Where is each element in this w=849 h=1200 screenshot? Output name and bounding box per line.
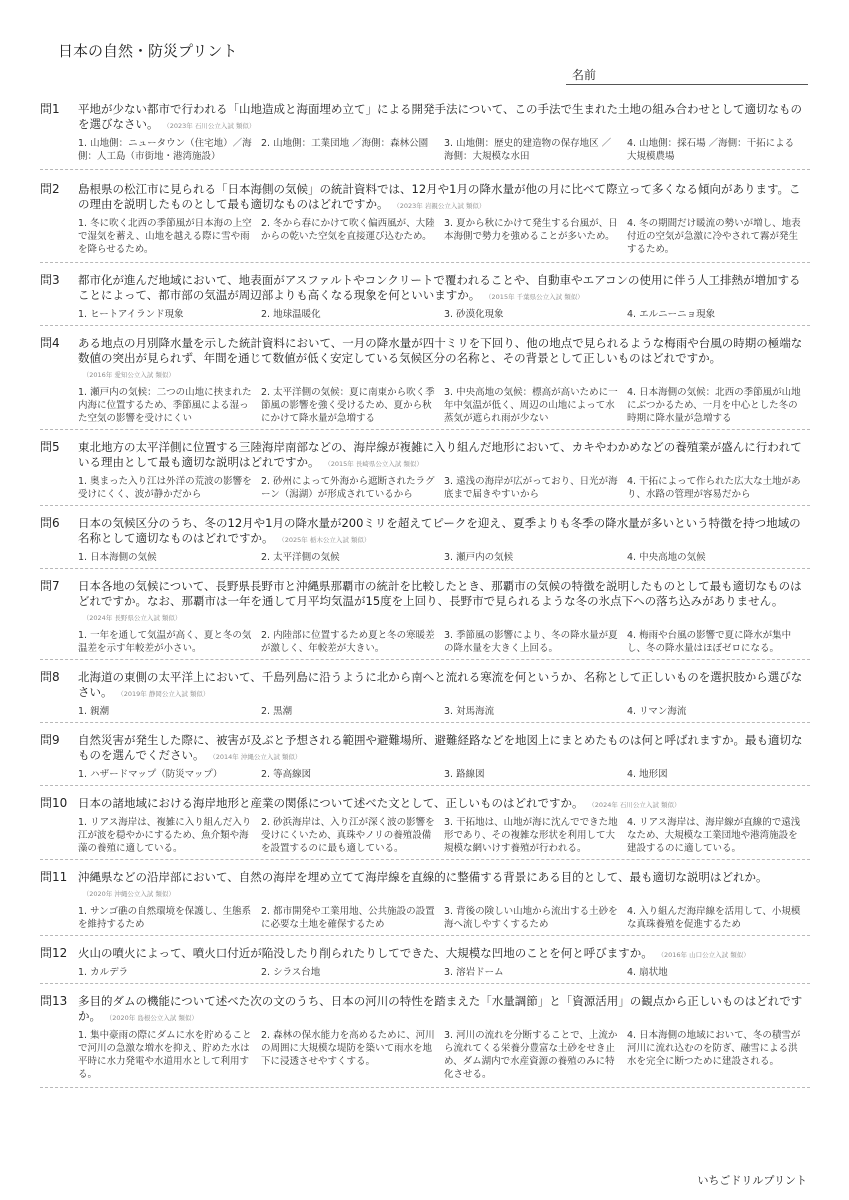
- question-text: 多目的ダムの機能について述べた次の文のうち、日本の河川の特性を踏まえた「水量調節」と「資源活用」の観点から正しいものはどれですか。: [78, 994, 803, 1023]
- question-source: （2016年 愛知公立入試 類似）: [86, 371, 175, 379]
- question-source: （2020年 島根公立入試 類似）: [109, 1014, 198, 1022]
- question-number: 問7: [40, 579, 60, 593]
- answer-option[interactable]: 4. 日本海側の地域において、冬の積雪が河川に流れ込むのを防ぎ、融雪による洪水を完全に断つために建設される。: [627, 1030, 801, 1067]
- question-number: 問6: [40, 516, 60, 530]
- answer-option[interactable]: 2. 地球温暖化: [261, 309, 321, 320]
- answer-option[interactable]: 1. サンゴ礁の自然環境を保護し、生態系を維持するため: [78, 906, 252, 930]
- answer-option[interactable]: 4. 日本海側の気候：北西の季節風が山地にぶつかるため、一月を中心とした冬の時期に降水量が急増する: [627, 387, 801, 424]
- question-text: 島根県の松江市に見られる「日本海側の気候」の統計資料では、12月や1月の降水量が他の月に比べて際立って多くなる傾向があります。この理由を説明したものとして最も適切なものはどれですか。: [78, 182, 801, 211]
- answer-option[interactable]: 1. リアス海岸は、複雑に入り組んだ入り江が波を穏やかにするため、魚介類や海藻の養殖に適している。: [78, 817, 252, 854]
- answer-options: [78, 137, 810, 163]
- question-number: 問10: [40, 796, 68, 810]
- question-number: 問11: [40, 870, 68, 884]
- answer-options: [78, 905, 810, 931]
- answer-option[interactable]: 3. 山地側：歴史的建造物の保存地区 ／ 海側：大規模な水田: [444, 138, 612, 162]
- question-source: （2023年 石川公立入試 類似）: [166, 122, 256, 130]
- answer-option[interactable]: 3. 干拓地は、山地が海に沈んでできた地形であり、その複雑な形状を利用して大規模な網いけす養殖が行われる。: [444, 817, 618, 854]
- question-list: [40, 102, 810, 1088]
- question-number: 問5: [40, 440, 60, 454]
- answer-options: [78, 551, 810, 564]
- answer-options: [78, 816, 810, 855]
- answer-option[interactable]: 2. 都市開発や工業用地、公共施設の設置に必要な土地を確保するため: [261, 906, 435, 930]
- answer-option[interactable]: 3. 夏から秋にかけて発生する台風が、日本海側で勢力を強めることが多いため。: [444, 218, 618, 242]
- question-2: [40, 170, 810, 263]
- answer-option[interactable]: 3. 砂漠化現象: [444, 309, 504, 320]
- answer-option[interactable]: 3. 背後の険しい山地から流出する土砂を海へ流しやすくするため: [444, 906, 618, 930]
- answer-options: [78, 1029, 810, 1081]
- answer-option[interactable]: 3. 中央高地の気候：標高が高いために一年中気温が低く、周辺の山地によって水蒸気が遮られ雨が少ない: [444, 387, 618, 424]
- question-5: [40, 430, 810, 506]
- question-text: 沖縄県などの沿岸部において、自然の海岸を埋め立てて海岸線を直線的に整備する背景にある目的として、最も適切な説明はどれか。: [78, 870, 768, 884]
- answer-option[interactable]: 2. 山地側：工業団地 ／海側：森林公園: [261, 138, 429, 149]
- answer-option[interactable]: 4. 梅雨や台風の影響で夏に降水が集中し、冬の降水量はほぼゼロになる。: [627, 630, 792, 654]
- answer-option[interactable]: 2. 砂州によって外海から遮断されたラグーン（潟湖）が形成されているから: [261, 476, 435, 500]
- question-text: 東北地方の太平洋側に位置する三陸海岸南部などの、海岸線が複雑に入り組んだ地形において、カキやわかめなどの養殖業が盛んに行われている理由として最も適切な説明はどれですか。: [78, 440, 802, 469]
- answer-option[interactable]: 2. 砂浜海岸は、入り江が深く波の影響を受けにくいため、真珠やノリの養殖設備を設置するのに最も適している。: [261, 817, 435, 854]
- answer-option[interactable]: 1. カルデラ: [78, 967, 129, 978]
- question-1: [40, 102, 810, 170]
- answer-option[interactable]: 3. 季節風の影響により、冬の降水量が夏の降水量を大きく上回る。: [444, 630, 618, 654]
- question-text: 都市化が進んだ地域において、地表面がアスファルトやコンクリートで覆われることや、自動車やエアコンの使用に伴う人工排熱が増加することによって、都市部の気温が周辺部よりも高くなる現象を何といいますか。: [78, 273, 801, 302]
- question-source: （2016年 山口公立入試 類似）: [660, 951, 750, 959]
- answer-option[interactable]: 1. ヒートアイランド現象: [78, 309, 184, 320]
- answer-option[interactable]: 3. 溶岩ドーム: [444, 967, 504, 978]
- answer-option[interactable]: 3. 遠浅の海岸が広がっており、日光が海底まで届きやすいから: [444, 476, 618, 500]
- question-text: 日本の気候区分のうち、冬の12月や1月の降水量が200ミリを超えてピークを迎え、夏季よりも冬季の降水量が多いという特徴を持つ地域の名称として適切なものはどれですか。: [78, 516, 801, 545]
- question-source: （2015年 長崎県公立入試 類似）: [327, 460, 423, 468]
- answer-option[interactable]: 3. 路線図: [444, 769, 485, 780]
- page-title: 日本の自然・防災プリント: [58, 42, 238, 60]
- answer-option[interactable]: 1. 一年を通して気温が高く、夏と冬の気温差を示す年較差が小さい。: [78, 630, 252, 654]
- question-number: 問8: [40, 670, 60, 684]
- answer-option[interactable]: 4. エルニーニョ現象: [627, 309, 716, 320]
- answer-options: [78, 217, 810, 256]
- question-9: [40, 723, 810, 786]
- answer-options: [78, 966, 810, 979]
- question-number: 問9: [40, 733, 60, 747]
- answer-option[interactable]: 4. リアス海岸は、海岸線が直線的で遠浅なため、大規模な工業団地や港湾施設を建設するのに適している。: [627, 817, 801, 854]
- question-number: 問1: [40, 102, 60, 116]
- answer-option[interactable]: 2. 冬から春にかけて吹く偏西風が、大陸からの乾いた空気を直接運び込むため。: [261, 218, 435, 242]
- question-text: ある地点の月別降水量を示した統計資料において、一月の降水量が四十ミリを下回り、他の地点で見られるような梅雨や台風の時期の極端な数値の突出が見られず、年間を通じて数値が低く安定している気候区分の名称と、その背景として正しいものはどれですか。: [78, 336, 803, 365]
- question-10: [40, 786, 810, 860]
- answer-option[interactable]: 4. 冬の期間だけ暖流の勢いが増し、地表付近の空気が急激に冷やされて霧が発生するため。: [627, 218, 801, 255]
- answer-option[interactable]: 1. 日本海側の気候: [78, 552, 157, 563]
- question-text: 日本各地の気候について、長野県長野市と沖縄県那覇市の統計を比較したとき、那覇市の気候の特徴を説明したものとして最も適切なものはどれですか。なお、那覇市は一年を通して月平均気温が15度を上回り、長野市で見られるような冬の氷点下への落ち込みがありません。: [78, 579, 802, 608]
- question-4: [40, 326, 810, 430]
- question-11: [40, 860, 810, 936]
- question-number: 問12: [40, 946, 68, 960]
- question-text: 火山の噴火によって、噴火口付近が陥没したり削られたりしてできた、大規模な凹地のことを何と呼びますか。: [78, 946, 653, 960]
- question-source: （2015年 千葉県公立入試 類似）: [488, 293, 584, 301]
- question-text: 平地が少ない都市で行われる「山地造成と海面埋め立て」による開発手法について、この手法で生まれた土地の組み合わせとして適切なものを選びなさい。: [78, 102, 803, 131]
- answer-option[interactable]: 3. 河川の流れを分断することで、上流から流れてくる栄養分豊富な土砂をせき止め、ダム湖内で水産資源の養殖のみに特化させる。: [444, 1030, 618, 1080]
- answer-option[interactable]: 1. 親潮: [78, 706, 110, 717]
- answer-options: [78, 386, 810, 425]
- answer-option[interactable]: 4. 中央高地の気候: [627, 552, 706, 563]
- question-8: [40, 660, 810, 723]
- question-7: [40, 569, 810, 660]
- question-number: 問2: [40, 182, 60, 196]
- answer-option[interactable]: 4. リマン海流: [627, 706, 687, 717]
- question-source: （2023年 岩親公立入試 類似）: [396, 202, 486, 210]
- answer-option[interactable]: 1. 瀬戸内の気候：二つの山地に挟まれた内海に位置するため、季節風による湿った空気の影響を受けにくい: [78, 387, 252, 424]
- question-3: [40, 263, 810, 326]
- answer-option[interactable]: 2. 太平洋側の気候: [261, 552, 340, 563]
- answer-options: [78, 768, 810, 781]
- answer-option[interactable]: 4. 入り組んだ海岸線を活用して、小規模な真珠養殖を促進するため: [627, 906, 801, 930]
- question-source: （2024年 石川公立入試 類似）: [591, 801, 681, 809]
- question-source: （2025年 栃木公立入試 類似）: [281, 536, 371, 544]
- answer-option[interactable]: 1. 山地側：ニュータウン（住宅地）／海側：人工島（市街地・港湾施設）: [78, 138, 252, 162]
- question-text: 日本の諸地域における海岸地形と産業の関係について述べた文として、正しいものはどれですか。: [78, 796, 584, 810]
- answer-option[interactable]: 4. 扇状地: [627, 967, 668, 978]
- question-12: [40, 936, 810, 984]
- question-source: （2019年 静岡公立入試 類似）: [120, 690, 210, 698]
- question-source: （2020年 沖縄公立入試 類似）: [86, 890, 175, 898]
- question-text: 北海道の東側の太平洋上において、千島列島に沿うように北から南へと流れる寒流を何というか、名称として正しいものを選択肢から選びなさい。: [78, 670, 803, 699]
- answer-option[interactable]: 1. 集中豪雨の際にダムに水を貯めることで河川の急激な増水を抑え、貯めた水は平時に水力発電や水道用水として利用する。: [78, 1030, 252, 1080]
- answer-option[interactable]: 4. 山地側：採石場 ／海側：干拓による大規模農場: [627, 138, 795, 162]
- footer-brand: いちごドリルプリント: [697, 1174, 807, 1187]
- answer-option[interactable]: 1. ハザードマップ（防災マップ）: [78, 769, 223, 780]
- answer-options: [78, 475, 810, 501]
- answer-option[interactable]: 3. 瀬戸内の気候: [444, 552, 514, 563]
- answer-option[interactable]: 4. 干拓によって作られた広大な土地があり、水路の管理が容易だから: [627, 476, 801, 500]
- question-text: 自然災害が発生した際に、被害が及ぶと予想される範囲や避難場所、避難経路などを地図上にまとめたものは何と呼ばれますか。最も適切なものを選んでください。: [78, 733, 803, 762]
- answer-option[interactable]: 1. 冬に吹く北西の季節風が日本海の上空で湿気を蓄え、山地を越える際に雪や雨を降らせるため。: [78, 218, 252, 255]
- answer-option[interactable]: 2. 森林の保水能力を高めるために、河川の周囲に大規模な堤防を築いて雨水を地下に浸透させやすくする。: [261, 1030, 435, 1067]
- answer-option[interactable]: 2. シラス台地: [261, 967, 321, 978]
- question-13: [40, 984, 810, 1088]
- name-line[interactable]: [566, 84, 808, 85]
- question-number: 問13: [40, 994, 68, 1008]
- question-number: 問4: [40, 336, 60, 350]
- name-label: 名前: [572, 68, 597, 82]
- answer-option[interactable]: 3. 対馬海流: [444, 706, 495, 717]
- question-number: 問3: [40, 273, 60, 287]
- question-6: [40, 506, 810, 569]
- answer-options: [78, 705, 810, 718]
- answer-option[interactable]: 2. 黒潮: [261, 706, 293, 717]
- answer-option[interactable]: 2. 内陸部に位置するため夏と冬の寒暖差が激しく、年較差が大きい。: [261, 630, 435, 654]
- answer-options: [78, 629, 810, 655]
- answer-option[interactable]: 1. 奥まった入り江は外洋の荒波の影響を受けにくく、波が静かだから: [78, 476, 252, 500]
- answer-option[interactable]: 2. 等高線図: [261, 769, 312, 780]
- answer-option[interactable]: 4. 地形図: [627, 769, 668, 780]
- answer-options: [78, 308, 810, 321]
- answer-option[interactable]: 2. 太平洋側の気候：夏に南東から吹く季節風の影響を強く受けるため、夏から秋にかけて降水量が急増する: [261, 387, 435, 424]
- question-source: （2014年 沖縄公立入試 類似）: [212, 753, 302, 761]
- question-source: （2024年 長野県公立入試 類似）: [86, 614, 182, 622]
